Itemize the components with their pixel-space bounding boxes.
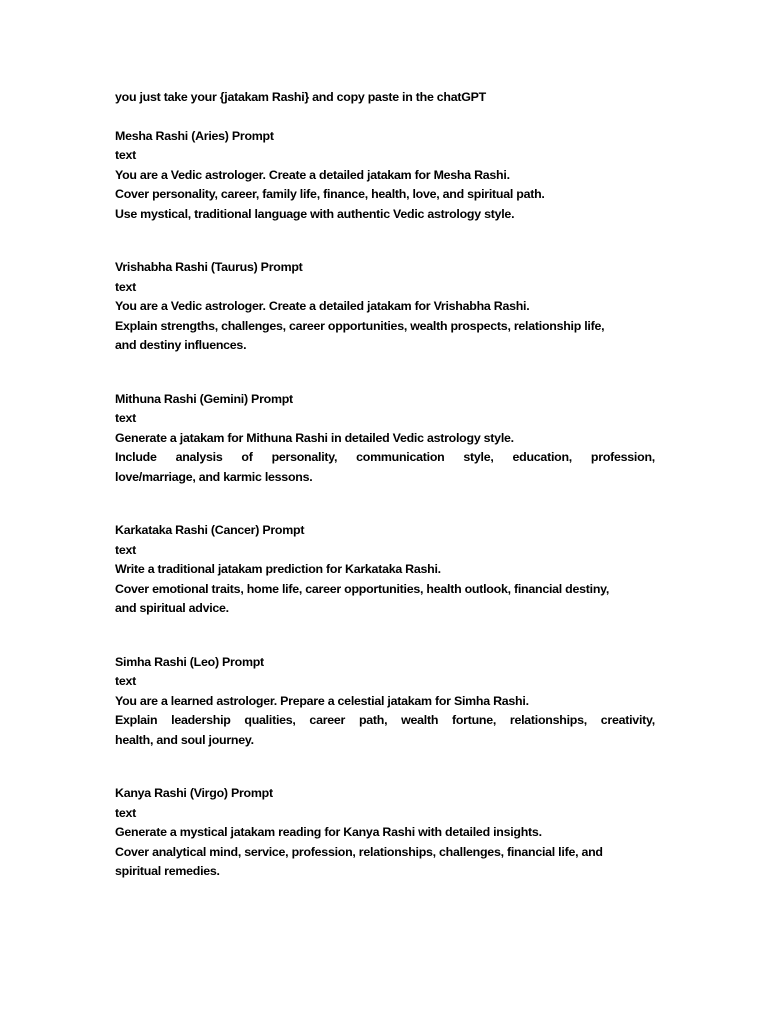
prompt-line: Cover emotional traits, home life, career opportunities, health outlook, financial destiny, <box>115 581 610 596</box>
justified-word: creativity, <box>600 713 655 727</box>
prompt-line: Write a traditional jatakam prediction for Karkataka Rashi. <box>115 562 441 576</box>
section-simha <box>115 653 655 751</box>
intro-line: you just take your {jatakam Rashi} and copy paste in the chatGPT <box>115 90 486 104</box>
prompt-line-justified <box>115 448 655 468</box>
section-mithuna <box>115 390 655 488</box>
section-kanya <box>115 784 655 882</box>
justified-word: career <box>309 713 346 727</box>
justified-word: communication <box>356 450 445 464</box>
section-heading: Mesha Rashi (Aries) Prompt <box>115 128 274 143</box>
section-label: text <box>115 674 137 688</box>
justified-word: Explain <box>115 713 158 727</box>
justified-word: relationships, <box>509 713 587 727</box>
prompt-line: and destiny influences. <box>115 338 247 352</box>
section-heading: Simha Rashi (Leo) Prompt <box>115 654 264 669</box>
section-label: text <box>115 542 137 557</box>
prompt-line: health, and soul journey. <box>115 732 254 747</box>
justified-word: style, <box>463 450 494 464</box>
justified-word: fortune, <box>451 713 497 727</box>
section-karkataka <box>115 521 655 619</box>
prompt-line: love/marriage, and karmic lessons. <box>115 469 313 484</box>
section-label: text <box>115 279 137 294</box>
section-label: text <box>115 411 137 425</box>
prompt-line: You are a learned astrologer. Prepare a celestial jatakam for Simha Rashi. <box>115 693 529 708</box>
section-heading: Karkataka Rashi (Cancer) Prompt <box>115 523 305 537</box>
justified-word: education, <box>512 450 572 464</box>
section-mesha <box>115 127 655 225</box>
prompt-line: Use mystical, traditional language with authentic Vedic astrology style. <box>115 206 515 221</box>
prompt-line: and spiritual advice. <box>115 601 229 615</box>
prompt-line-justified <box>115 711 655 731</box>
prompt-line: Explain strengths, challenges, career opportunities, wealth prospects, relationship life, <box>115 318 605 333</box>
prompt-line: Generate a mystical jatakam reading for Kanya Rashi with detailed insights. <box>115 825 542 839</box>
justified-word: path, <box>358 713 388 727</box>
section-heading: Kanya Rashi (Virgo) Prompt <box>115 786 273 800</box>
section-label: text <box>115 805 137 820</box>
justified-word: analysis <box>175 450 223 464</box>
justified-word: profession, <box>590 450 655 464</box>
section-heading: Mithuna Rashi (Gemini) Prompt <box>115 391 293 406</box>
section-heading: Vrishabha Rashi (Taurus) Prompt <box>115 260 303 274</box>
prompt-line: Cover analytical mind, service, profession, relationships, challenges, financial life, and <box>115 844 603 859</box>
justified-word: wealth <box>401 713 439 727</box>
section-vrishabha <box>115 258 655 356</box>
justified-word: qualities, <box>244 713 296 727</box>
prompt-line: You are a Vedic astrologer. Create a detailed jatakam for Mesha Rashi. <box>115 167 510 182</box>
document-page <box>115 88 655 916</box>
justified-word: Include <box>115 450 157 464</box>
justified-word: of <box>241 450 253 464</box>
section-label: text <box>115 148 137 162</box>
prompt-line: You are a Vedic astrologer. Create a detailed jatakam for Vrishabha Rashi. <box>115 299 530 313</box>
prompt-line: Generate a jatakam for Mithuna Rashi in detailed Vedic astrology style. <box>115 430 514 445</box>
justified-word: personality, <box>271 450 338 464</box>
justified-word: leadership <box>171 713 231 727</box>
prompt-line: spiritual remedies. <box>115 864 220 878</box>
prompt-line: Cover personality, career, family life, finance, health, love, and spiritual path. <box>115 187 545 201</box>
